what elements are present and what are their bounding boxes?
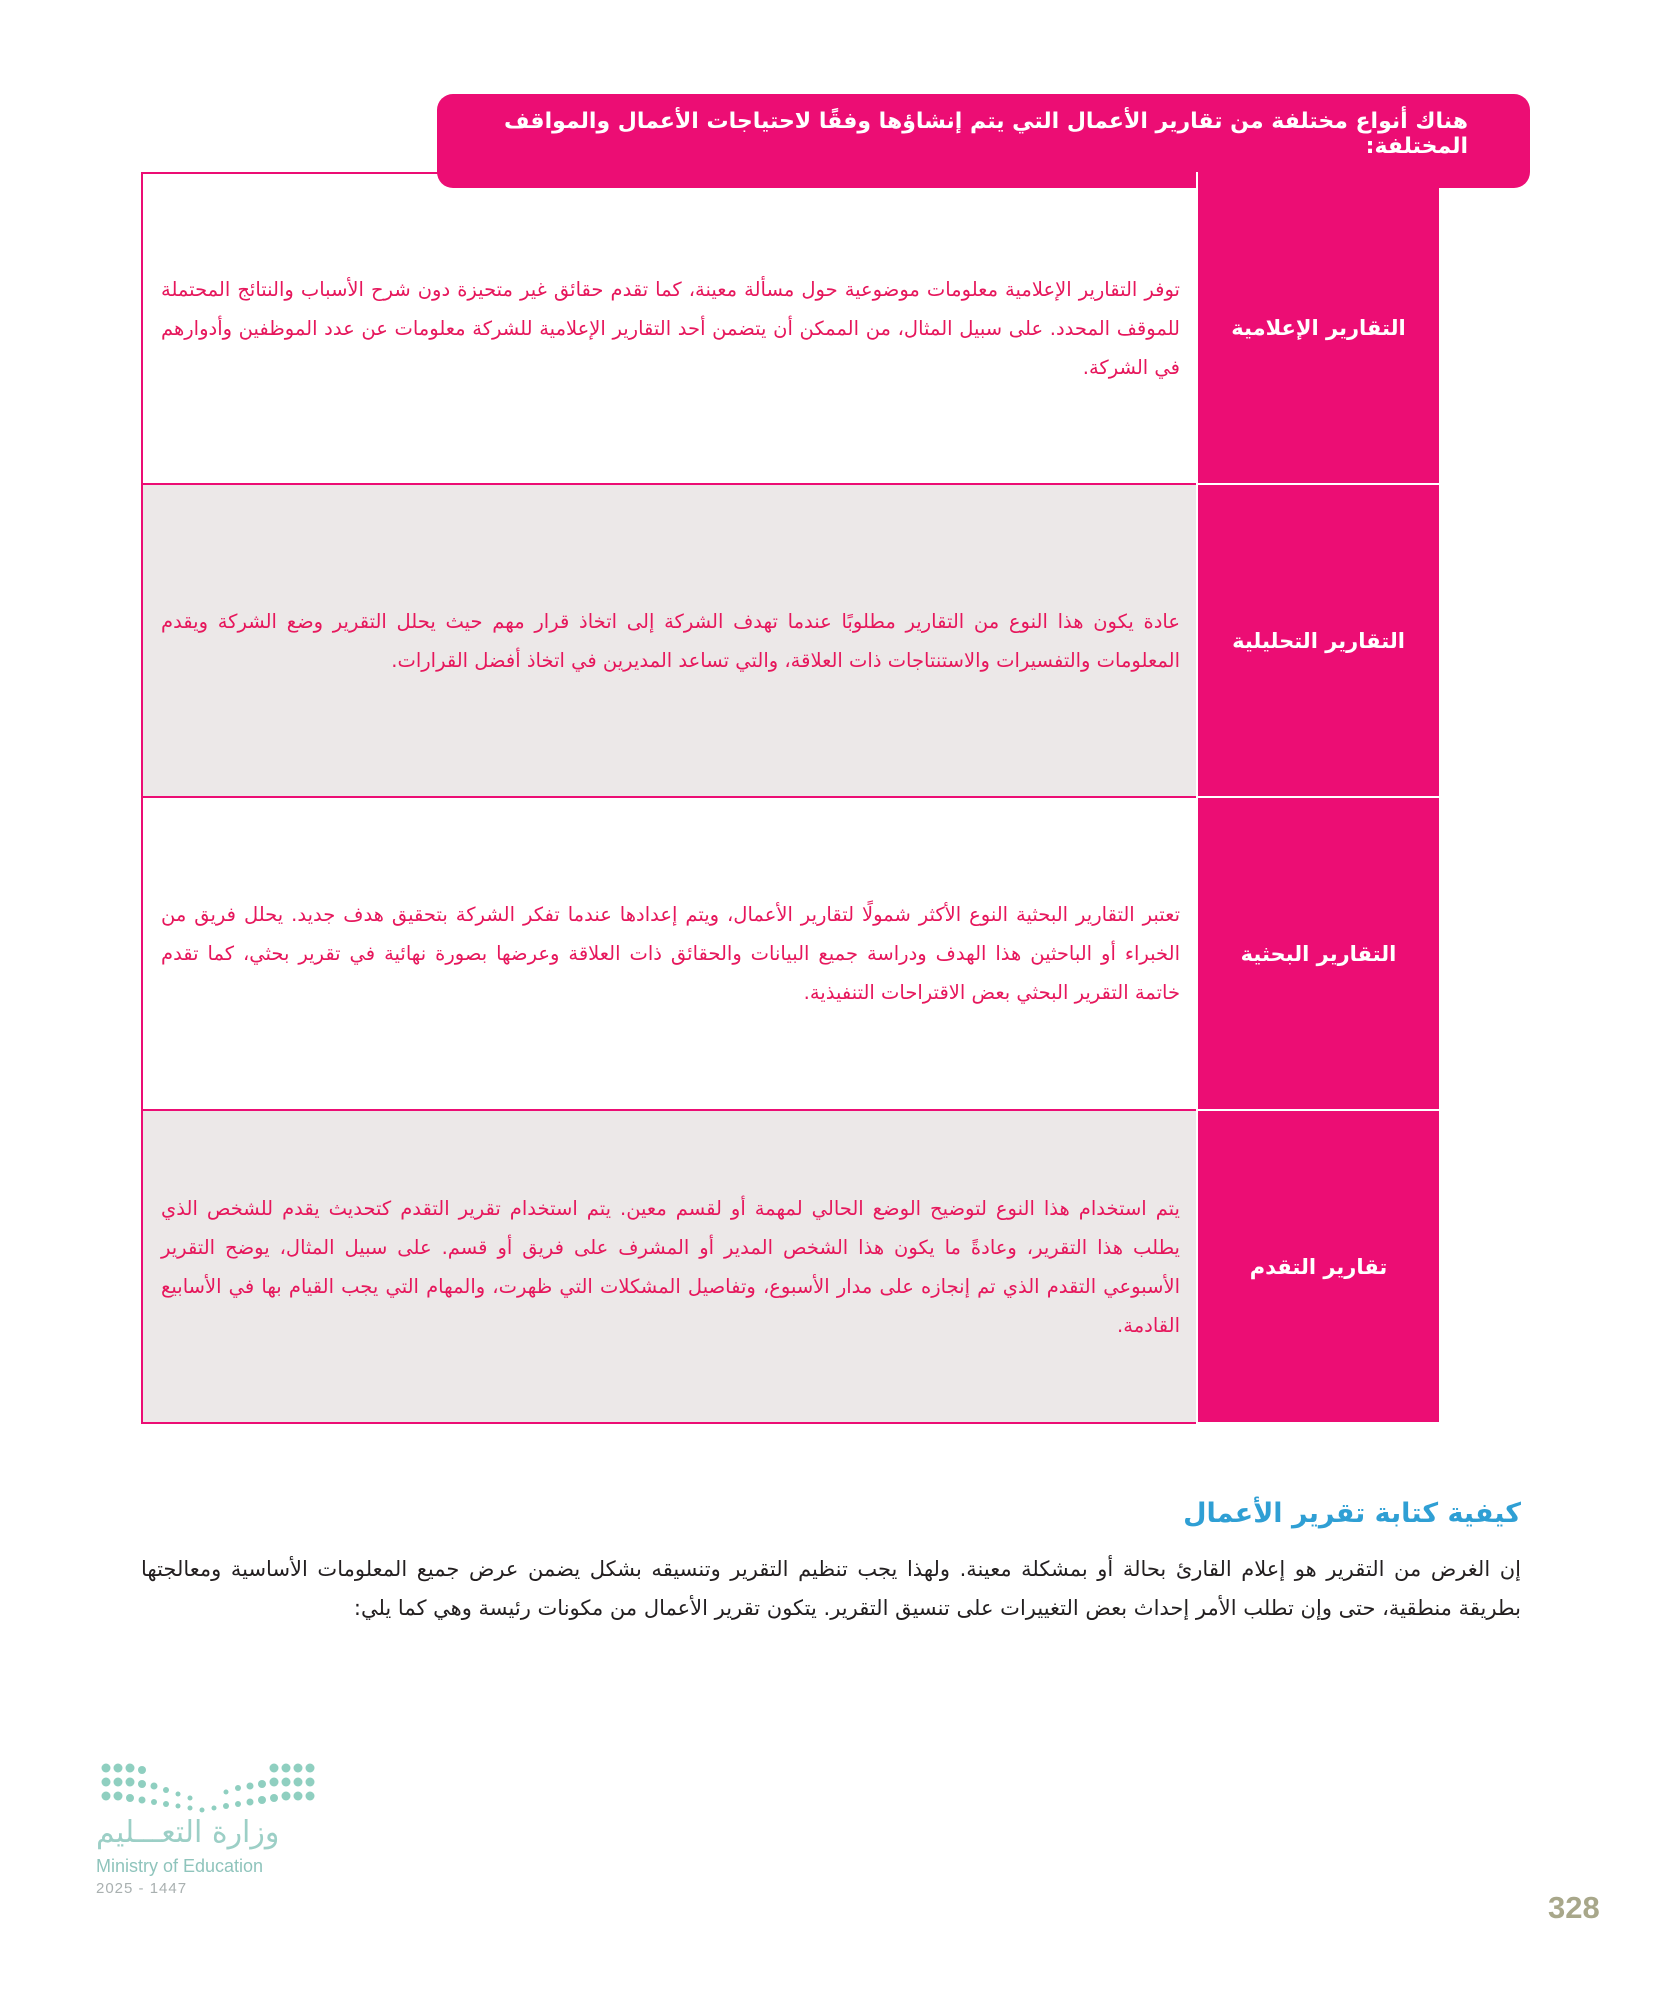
page-number: 328	[1548, 1890, 1600, 1925]
report-label-cell	[1196, 172, 1439, 485]
table-row	[141, 172, 1439, 485]
report-description-cell	[141, 798, 1196, 1111]
report-label: التقارير التحليلية	[1232, 628, 1405, 653]
report-types-table	[141, 172, 1439, 1424]
report-label-cell	[1196, 1111, 1439, 1424]
table-row	[141, 485, 1439, 798]
ministry-year: 2025 - 1447	[96, 1880, 188, 1897]
report-description: يتم استخدام هذا النوع لتوضيح الوضع الحالي لمهمة أو لقسم معين. يتم استخدام تقرير التقدم كتحديث يقدم للشخص الذي يطلب هذا التقرير، وعادةً ما يكون هذا الشخص المدير أو المشرف على فريق أو قسم. على سبيل المثال، يوضح التقرير الأسبوعي التقدم الذي تم إنجازه على مدار الأسبوع، وتفاصيل المشكلات التي ظهرت، والمهام التي يجب القيام بها في الأسابيع القادمة.	[161, 1196, 1180, 1337]
report-description: تعتبر التقارير البحثية النوع الأكثر شمولًا لتقارير الأعمال، ويتم إعدادها عندما تفكر الشركة بتحقيق هدف جديد. يحلل فريق من الخبراء أو الباحثين هذا الهدف ودراسة جميع البيانات والحقائق ذات العلاقة وعرضها بصورة نهائية في تقرير بحثي، كما تقدم خاتمة التقرير البحثي بعض الاقتراحات التنفيذية.	[161, 903, 1180, 1004]
report-description-cell	[141, 485, 1196, 798]
table-row	[141, 798, 1439, 1111]
report-description: توفر التقارير الإعلامية معلومات موضوعية حول مسألة معينة، كما تقدم حقائق غير متحيزة دون شرح الأسباب والنتائج المحتملة للموقف المحدد. على سبيل المثال، من الممكن أن يتضمن أحد التقارير الإعلامية للشركة معلومات عن عدد الموظفين وأدوارهم في الشركة.	[161, 278, 1180, 379]
report-label-cell	[1196, 485, 1439, 798]
report-label: التقارير البحثية	[1240, 941, 1397, 966]
ministry-name-arabic: وزارة التعـــليم	[96, 1815, 280, 1850]
intro-banner-text: هناك أنواع مختلفة من تقارير الأعمال التي يتم إنشاؤها وفقًا لاحتياجات الأعمال والمواقف المختلفة:	[503, 109, 1468, 159]
section-heading: كيفية كتابة تقرير الأعمال	[1183, 1498, 1521, 1529]
report-label-cell	[1196, 798, 1439, 1111]
report-label: تقارير التقدم	[1249, 1254, 1388, 1279]
table-row	[141, 1111, 1439, 1424]
ministry-name-english: Ministry of Education	[96, 1856, 264, 1876]
report-description: عادة يكون هذا النوع من التقارير مطلوبًا عندما تهدف الشركة إلى اتخاذ قرار مهم حيث يحلل التقرير وضع الشركة ويقدم المعلومات والتفسيرات والاستنتاجات ذات العلاقة، والتي تساعد المديرين في اتخاذ أفضل القرارات.	[161, 609, 1180, 672]
report-label: التقارير الإعلامية	[1231, 315, 1406, 340]
report-description-cell	[141, 1111, 1196, 1424]
report-description-cell	[141, 172, 1196, 485]
section-body: إن الغرض من التقرير هو إعلام القارئ بحالة أو بمشكلة معينة. ولهذا يجب تنظيم التقرير وتنسيقه بشكل يضمن عرض جميع المعلومات الأساسية ومعالجتها بطريقة منطقية، حتى وإن تطلب الأمر إحداث بعض التغييرات على تنسيق التقرير. يتكون تقرير الأعمال من مكونات رئيسة وهي كما يلي:	[141, 1557, 1521, 1620]
